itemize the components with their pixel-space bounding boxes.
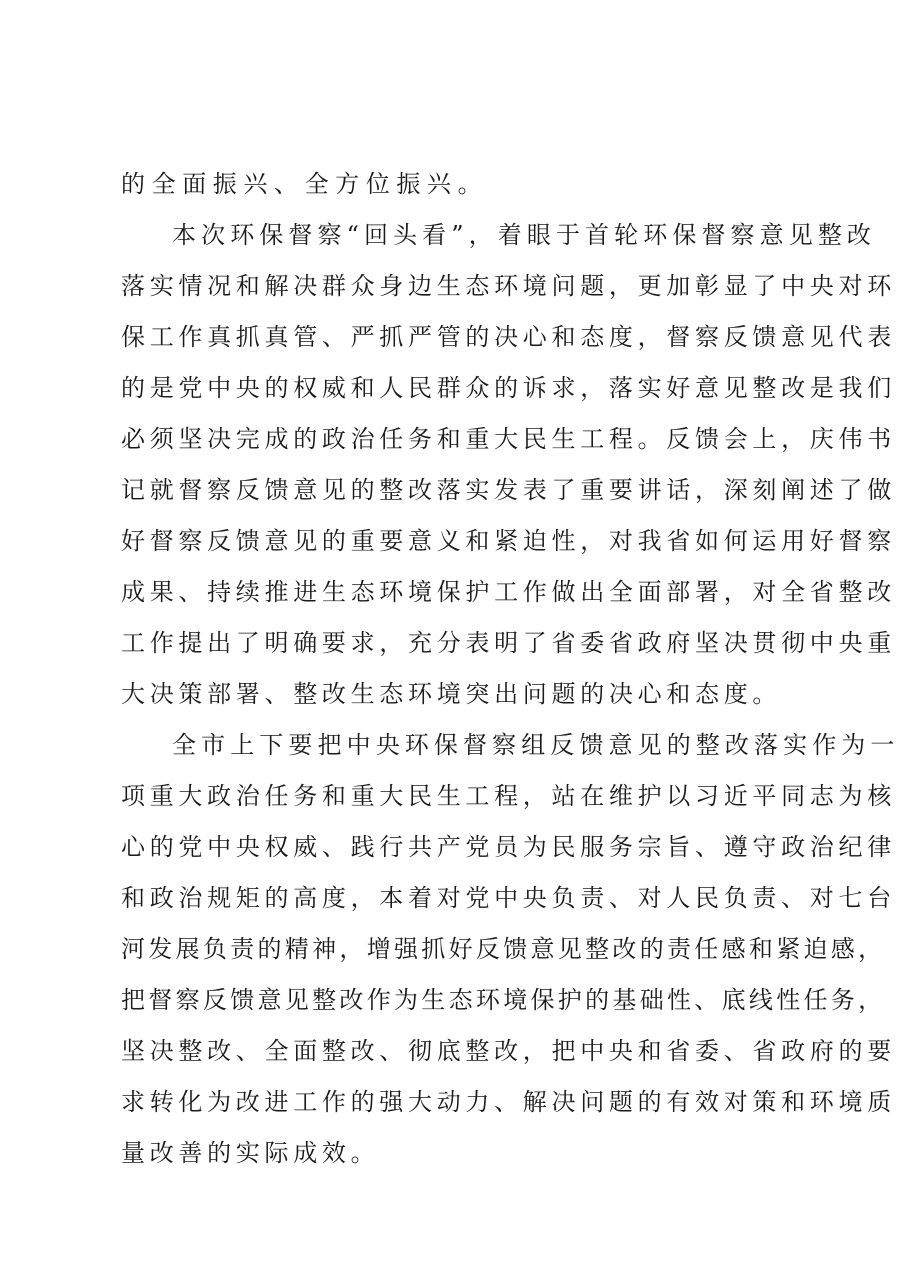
text-line: 保工作真抓真管、严抓严管的决心和态度，督察反馈意见代表 <box>121 323 896 351</box>
text-line: 大决策部署、整改生态环境突出问题的决心和态度。 <box>121 680 782 708</box>
text-line: 本次环保督察“回头看”，着眼于首轮环保督察意见整改 <box>172 221 877 249</box>
text-line: 记就督察反馈意见的整改落实发表了重要讲话，深刻阐述了做 <box>121 476 896 504</box>
text-line: 坚决整改、全面整改、彻底整改，把中央和省委、省政府的要 <box>121 1037 896 1065</box>
text-line: 河发展负责的精神，增强抓好反馈意见整改的责任感和紧迫感， <box>121 935 886 963</box>
text-line: 成果、持续推进生态环境保护工作做出全面部署，对全省整改 <box>121 578 896 606</box>
text-line: 必须坚决完成的政治任务和重大民生工程。反馈会上，庆伟书 <box>121 425 896 453</box>
text-line: 好督察反馈意见的重要意义和紧迫性，对我省如何运用好督察 <box>121 527 896 555</box>
text-line: 工作提出了明确要求，充分表明了省委省政府坚决贯彻中央重 <box>121 629 896 657</box>
text-line: 量改善的实际成效。 <box>121 1139 380 1167</box>
text-line: 的是党中央的权威和人民群众的诉求，落实好意见整改是我们 <box>121 374 896 402</box>
text-line: 项重大政治任务和重大民生工程，站在维护以习近平同志为核 <box>121 782 896 810</box>
text-line: 和政治规矩的高度，本着对党中央负责、对人民负责、对七台 <box>121 884 896 912</box>
text-line: 落实情况和解决群众身边生态环境问题，更加彰显了中央对环 <box>121 272 896 300</box>
text-line: 全市上下要把中央环保督察组反馈意见的整改落实作为一 <box>172 731 900 759</box>
text-line: 的全面振兴、全方位振兴。 <box>121 170 489 198</box>
text-line: 求转化为改进工作的强大动力、解决问题的有效对策和环境质 <box>121 1088 896 1116</box>
text-line: 把督察反馈意见整改作为生态环境保护的基础性、底线性任务， <box>121 986 886 1014</box>
text-line: 心的党中央权威、践行共产党员为民服务宗旨、遵守政治纪律 <box>121 833 896 861</box>
